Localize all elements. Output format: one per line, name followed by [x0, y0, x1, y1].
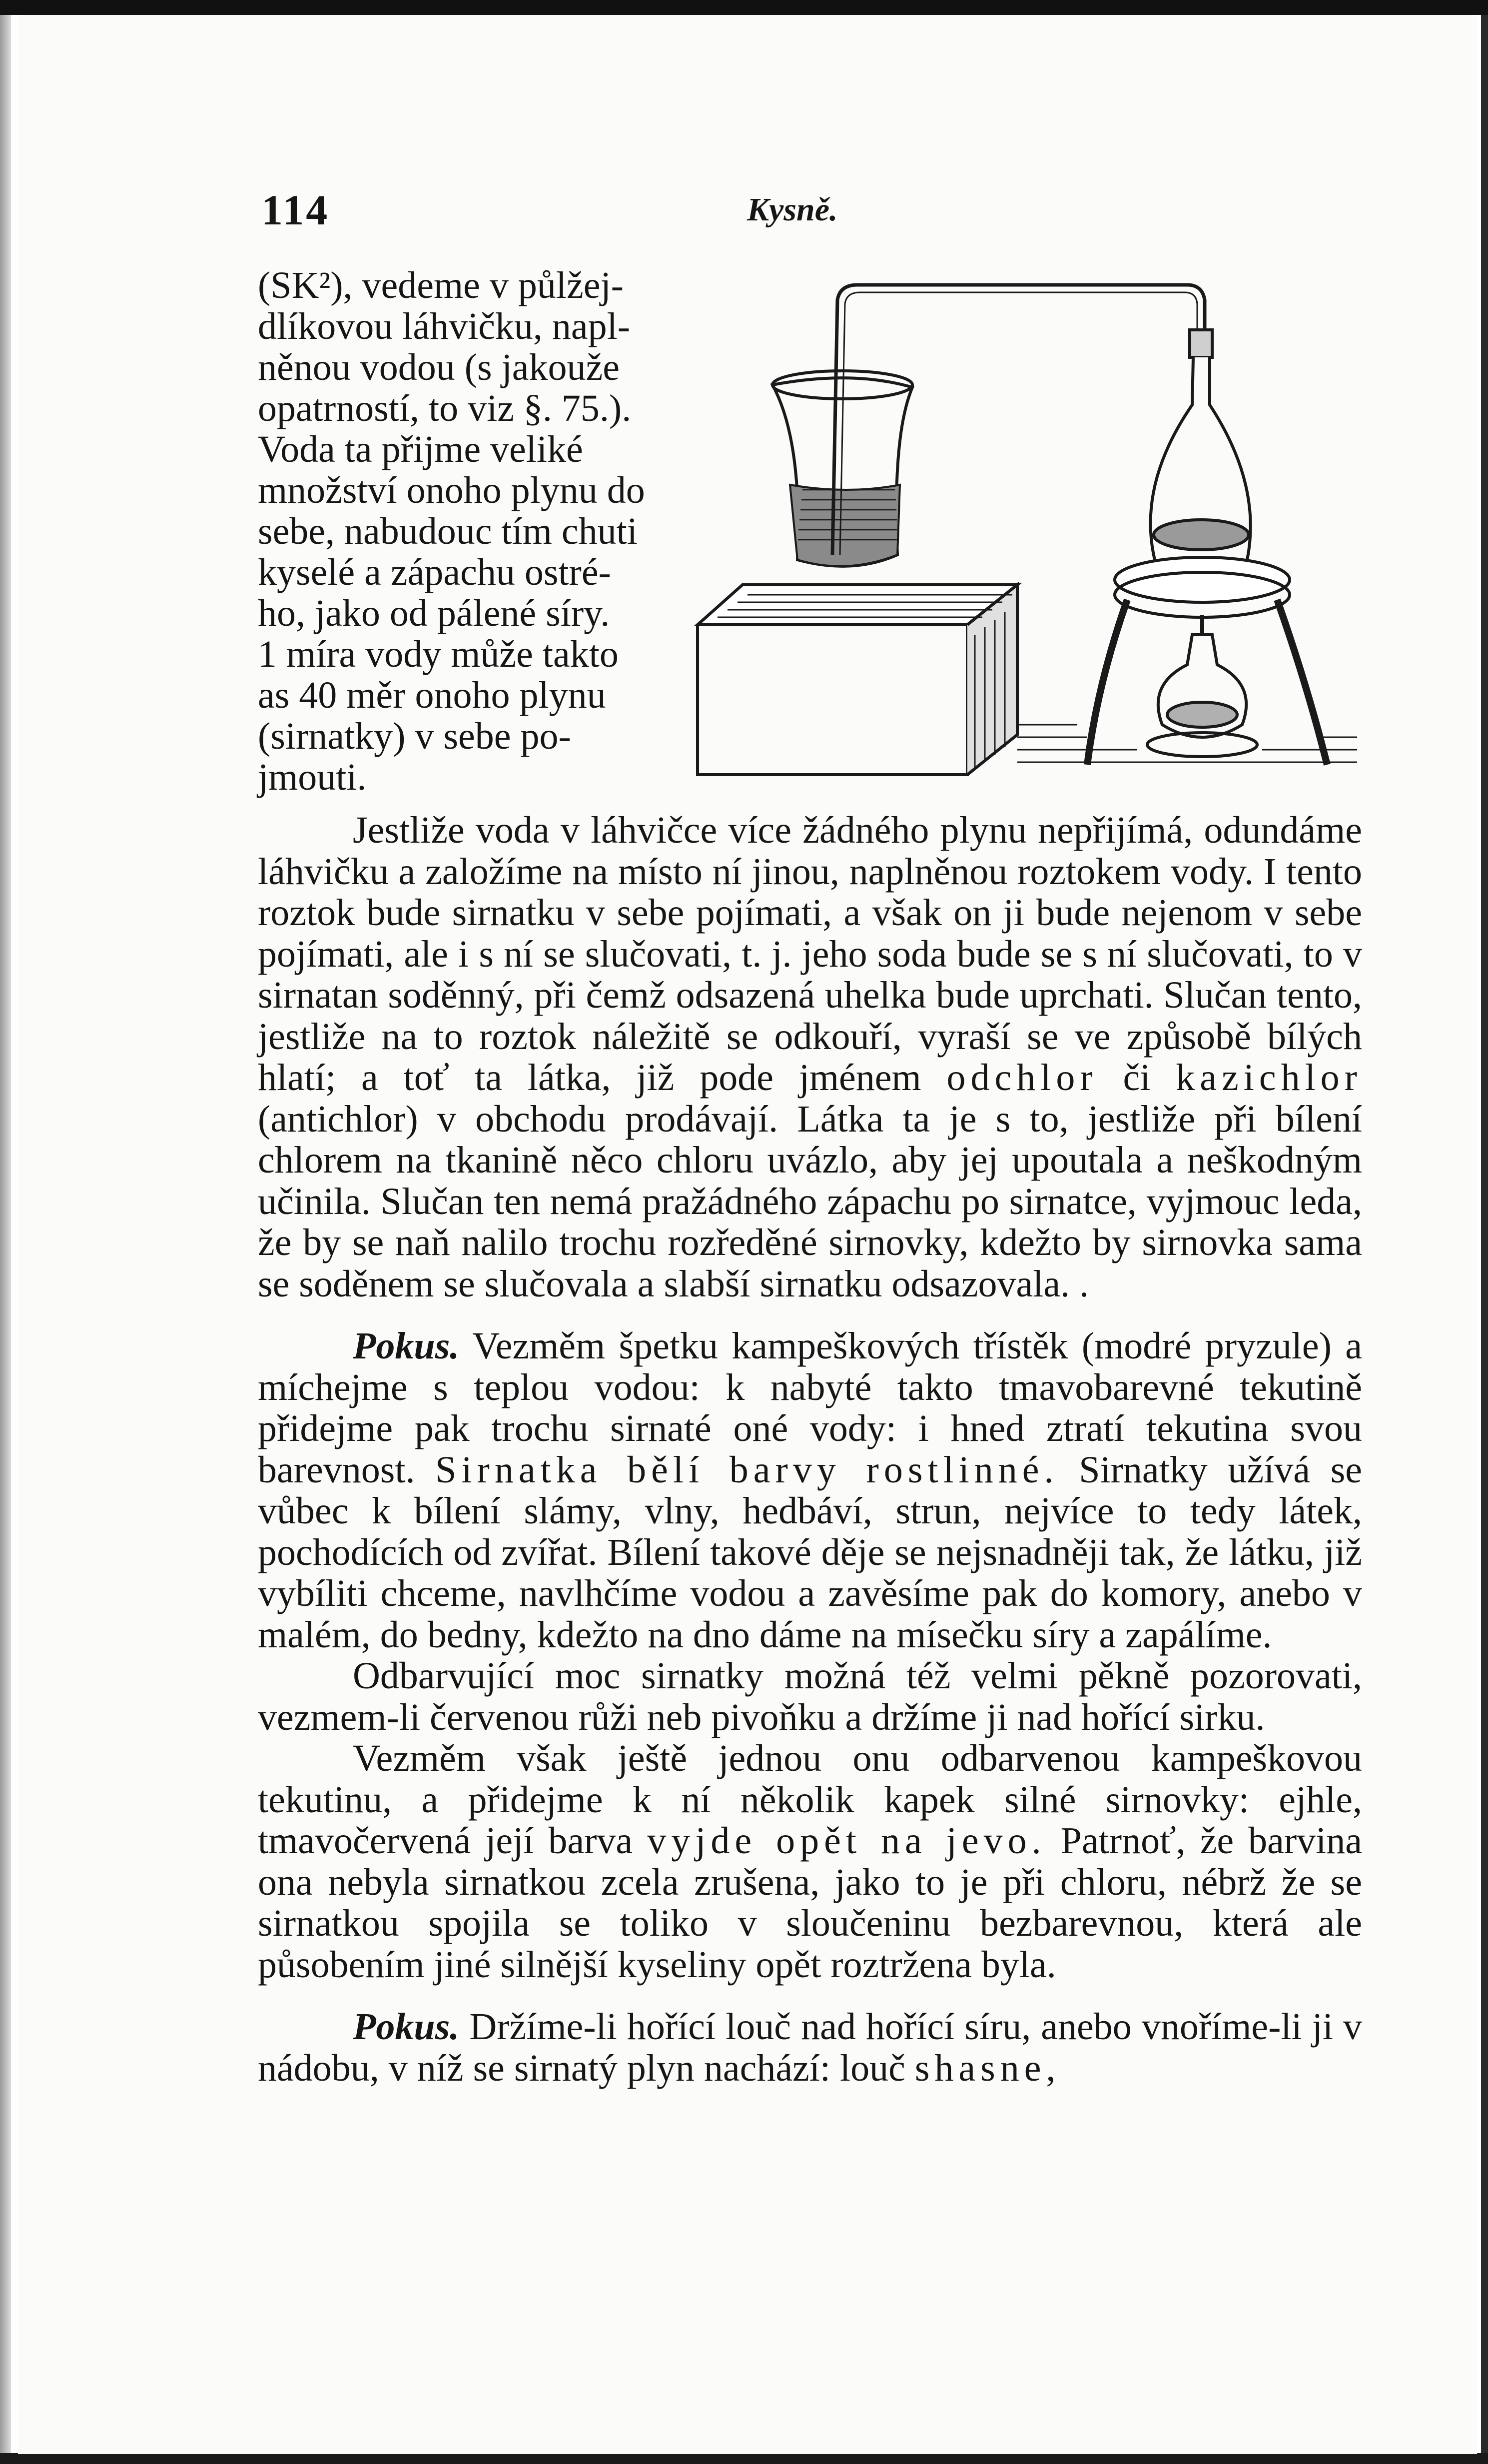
- paragraph-text: Vezměm špetku kampeškových třístěk (modré pryzule) a míchejme s teplou vodou: k nabyté takto tmavobarevné tekutině přidejme pak trochu sirnaté oné vody: i hned ztratí tekutina svou barevnost.: [258, 1325, 1362, 1491]
- intro-line: opatrností, to viz §. 75.).: [258, 387, 632, 429]
- paragraph-pokus: [258, 2006, 1362, 2089]
- book-page: [18, 15, 1477, 2454]
- pokus-label: Pokus.: [353, 2006, 460, 2048]
- intro-line: (sirnatky) v sebe po-: [258, 715, 571, 757]
- paragraph-pokus: [258, 1325, 1362, 1655]
- intro-line: 1 míra vody může takto: [258, 633, 619, 675]
- intro-line: množství onoho plynu do: [258, 469, 645, 511]
- intro-line: Voda ta přijme veliké: [258, 428, 583, 470]
- paragraph-text: (antichlor) v obchodu prodávají. Látka ta je s to, jestliže při bílení chlorem na tkanině něco chloru uvázlo, aby jej upoutala a neškodným učinila. Slučan ten nemá pražádného zápachu po sirnatce, vyjmouc leda, že by se naň nalilo trochu rozředěné sirnovky, kdežto by sirnovka sama se soděnem se slučovala a slabší sirnatku odsazovala. .: [258, 1098, 1362, 1305]
- scan-border-left: [0, 15, 11, 2464]
- page-header: [241, 185, 1361, 240]
- paragraph-text: Jestliže voda v láhvičce více žádného plynu nepřijímá, odundáme láhvičku a založíme na místo ní jinou, naplněnou roztokem vody. I tento roztok bude sirnatku v sebe pojímati, a však on ji bude nejenom v sebe pojímati, ale i s ní se slučovati, t. j. jeho soda bude se s ní slučovati, to v sirnatan soděnný, při čemž odsazená uhelka bude uprchati. Slučan tento, jestliže na to roztok náležitě se odkouří, vyraší se ve způsobě bílých hlatí; a toť ta látka, již pode jménem: [258, 809, 1362, 1099]
- apparatus-engraving: [688, 275, 1367, 785]
- intro-line: ho, jako od pálené síry.: [258, 592, 610, 634]
- intro-line: sebe, nabudouc tím chuti: [258, 510, 638, 552]
- scan-border-right: [1481, 15, 1488, 2464]
- scan-border-top: [0, 0, 1488, 15]
- emphasis-text: vyjde opět na jevo.: [647, 1820, 1046, 1862]
- intro-line: dlíkovou láhvičku, napl-: [258, 305, 631, 347]
- paragraph-text: Vezměm však ještě jednou onu odbarvenou kampeškovou tekutinu, a přidejme k ní několik kapek silné sirnovky: ejhle, tmavočervená její barva: [258, 1737, 1362, 1862]
- emphasis-text: Sirnatka bělí barvy rostlinné.: [435, 1448, 1059, 1491]
- intro-line: as 40 měr onoho plynu: [258, 674, 606, 716]
- intro-line: něnou vodou (s jakouže: [258, 346, 620, 388]
- emphasis-text: shasne,: [914, 2047, 1061, 2089]
- term-odchlor: odchlor: [946, 1057, 1098, 1099]
- term-kazichlor: kazichlor: [1176, 1057, 1362, 1099]
- intro-text-column: [258, 265, 668, 798]
- lab-apparatus-illustration: [688, 275, 1367, 785]
- paragraph: Odbarvující moc sirnatky možná též velmi pěkně pozorovati, vezmem-li červenou růži neb pivoňku a držíme ji nad hořící sirku.: [258, 1655, 1362, 1738]
- pokus-label: Pokus.: [353, 1325, 460, 1367]
- paragraph-text: či: [1097, 1057, 1176, 1099]
- intro-line: jmouti.: [258, 756, 367, 798]
- main-text: [258, 810, 1362, 2089]
- paragraph-text: Sirnatky užívá se vůbec k bílení slámy, vlny, hedbáví, strun, nejvíce to tedy látek, pochodících od zvířat. Bílení takové děje se nejsnadněji tak, že látku, již vybíliti chceme, navlhčíme vodou a zavěsíme pak do komory, anebo v malém, do bedny, kdežto na dno dáme na mísečku síry a zapálíme.: [258, 1448, 1363, 1656]
- page-number: 114: [261, 186, 330, 234]
- intro-line: kyselé a zápachu ostré-: [258, 551, 611, 593]
- paragraph: [258, 1738, 1362, 1985]
- running-head: Kysně.: [747, 191, 838, 228]
- paragraph-text: Patrnoť, že barvina ona nebyla sirnatkou zcela zrušena, jako to je při chloru, nébrž že se sirnatkou spojila se toliko v sloučeninu bezbarevnou, která ale působením jiné silnější kyseliny opět roztržena byla.: [258, 1820, 1363, 1986]
- paragraph: [258, 810, 1362, 1304]
- intro-line: (SK²), vedeme v půlžej-: [258, 264, 624, 306]
- scan-border-bottom: [0, 2453, 1488, 2464]
- paragraph-text: Držíme-li hořící louč nad hořící síru, anebo vnoříme-li ji v nádobu, v níž se sirnatý plyn nachází: louč: [258, 2006, 1362, 2089]
